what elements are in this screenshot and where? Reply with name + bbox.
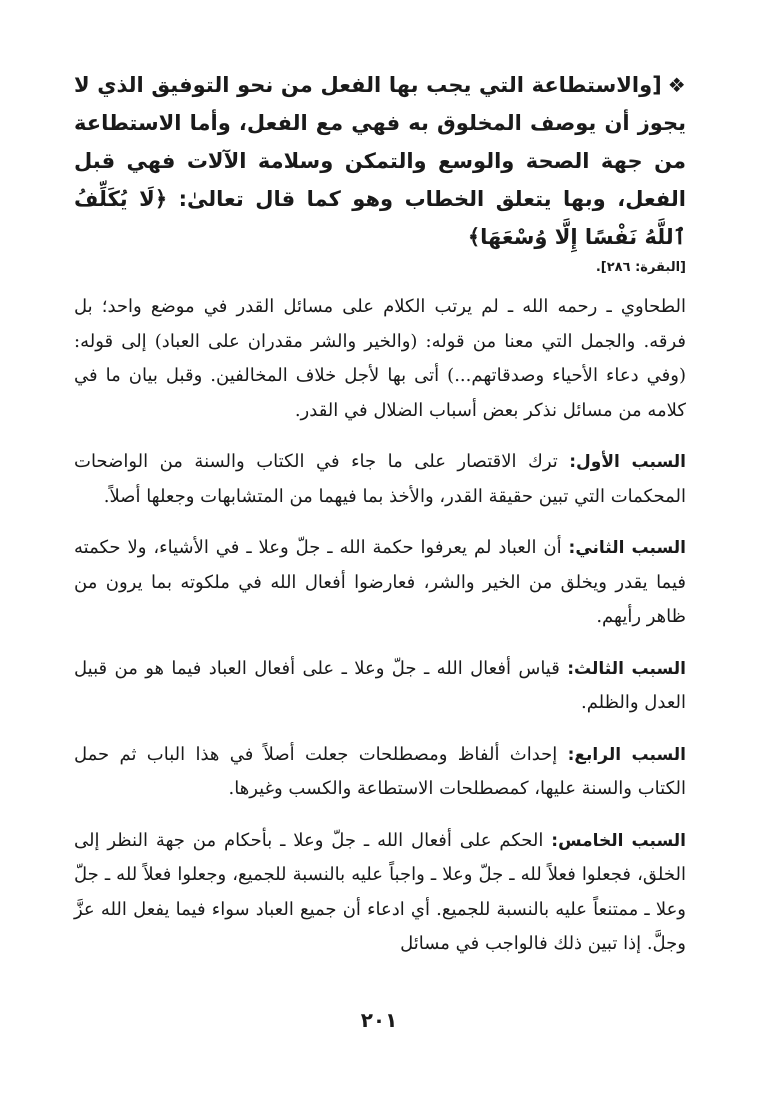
cause-label-5: السبب الخامس:: [551, 830, 686, 851]
cause-text-1: ترك الاقتصار على ما جاء في الكتاب والسنة من الواضحات المحكمات التي تبين حقيقة القدر، والأخذ بما فيهما من المتشابهات وجعلها أصلاً.: [74, 451, 686, 507]
cause-paragraph-2: [74, 531, 686, 635]
cause-label-4: السبب الرابع:: [567, 744, 686, 765]
cause-paragraph-3: [74, 652, 686, 721]
matn-quote: [74, 66, 686, 256]
cause-label-2: السبب الثاني:: [568, 538, 686, 558]
cause-paragraph-4: [74, 738, 686, 807]
cause-paragraph-5: [74, 824, 686, 962]
intro-paragraph: الطحاوي ـ رحمه الله ـ لم يرتب الكلام على مسائل القدر في موضع واحد؛ بل فرقه. والجمل التي معنا من قوله: (والخير والشر مقدران على العباد) إلى قوله: (وفي دعاء الأحياء وصدقاتهم...) أتى بها لأجل خلاف المخالفين. وقبل بيان ما في كلامه من مسائل نذكر بعض أسباب الضلال في القدر.: [74, 296, 686, 421]
cause-text-4: إحداث ألفاظ ومصطلحات جعلت أصلاً في هذا الباب ثم حمل الكتاب والسنة عليها، كمصطلحات الاستطاعة والكسب وغيرها.: [74, 743, 686, 799]
matn-text: [والاستطاعة التي يجب بها الفعل من نحو التوفيق الذي لا يجوز أن يوصف المخلوق به فهي مع الفعل، وأما الاستطاعة من جهة الصحة والوسع والتمكن وسلامة الآلات فهي قبل الفعل، وبها يتعلق الخطاب وهو كما قال تعالىٰ: ﴿لَا يُكَلِّفُ ٱللَّهُ نَفْسًا إِلَّا وُسْعَهَا﴾: [74, 73, 686, 249]
cause-paragraph-1: [74, 445, 686, 514]
cause-label-1: السبب الأول:: [569, 452, 686, 472]
quran-reference: [البقرة: ٢٨٦].: [595, 260, 686, 275]
cause-text-2: أن العباد لم يعرفوا حكمة الله ـ جلّ وعلا ـ في الأشياء، ولا حكمته فيما يقدر ويخلق من الخير والشر، فعارضوا أفعال الله في ملكوته بما يرون من ظاهر رأيهم.: [74, 537, 686, 627]
cause-text-3: قياس أفعال الله ـ جلّ وعلا ـ على أفعال العباد فيما هو من قبيل العدل والظلم.: [74, 657, 686, 713]
page-body: [74, 66, 686, 962]
page-number: ٢٠١: [360, 1008, 398, 1032]
cause-text-5: الحكم على أفعال الله ـ جلّ وعلا ـ بأحكام من جهة النظر إلى الخلق، فجعلوا فعلاً لله ـ جلّ وعلا ـ واجباً عليه بالنسبة للجميع، وجعلوا فعلاً لله ـ جلّ وعلا ـ ممتنعاً عليه بالنسبة للجميع. أي ادعاء أن جميع العباد سواء فيما يفعل الله عزَّ وجلَّ. إذا تبين ذلك فالواجب في مسائل: [74, 829, 686, 954]
diamond-bullet-icon: ❖: [667, 73, 686, 97]
cause-label-3: السبب الثالث:: [567, 658, 686, 679]
